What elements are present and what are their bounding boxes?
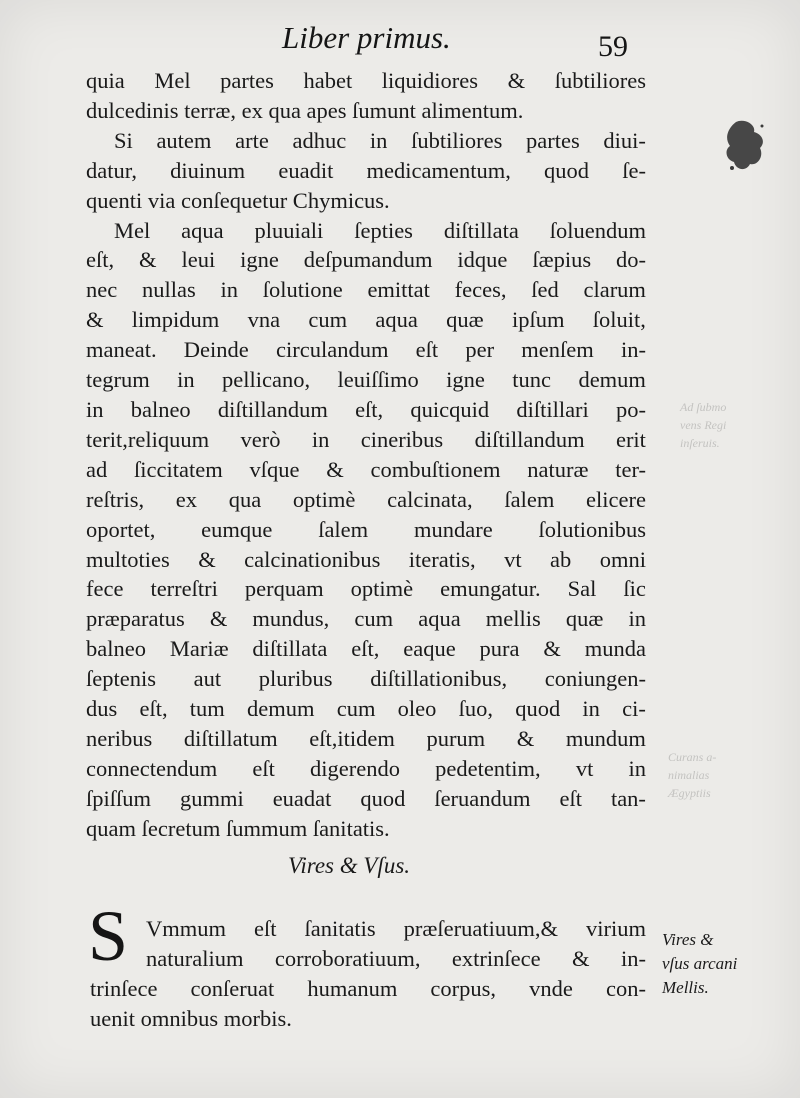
text-line: connectendum eſt digerendo pedetentim, vt in	[86, 755, 646, 781]
text-line: ſpiſſum gummi euadat quod ſeruandum eſt tan-	[86, 785, 646, 811]
text-line: neribus diſtillatum eſt,itidem purum & mundum	[86, 725, 646, 751]
marginal-note-line: Vires &	[662, 930, 714, 949]
text-line: naturalium corroboratiuum, extrinſece & in-	[146, 945, 646, 971]
running-head: Liber primus.	[282, 20, 451, 55]
text-line: nec nullas in ſolutione emittat feces, ſed clarum	[86, 277, 646, 303]
text-line: Mel aqua pluuiali ſepties diſtillata ſoluendum	[114, 217, 646, 243]
text-line: tegrum in pellicano, leuiſſimo igne tunc demum	[86, 367, 646, 393]
page-number: 59	[598, 30, 628, 63]
text-line: præparatus & mundus, cum aqua mellis quæ in	[86, 606, 646, 632]
marginal-note-line: Mellis.	[662, 978, 709, 997]
text-line: balneo Mariæ diſtillata eſt, eaque pura & munda	[86, 636, 646, 662]
text-line: ſeptenis aut pluribus diſtillationibus, coniungen-	[86, 666, 646, 692]
marginal-note-line: vſus arcani	[662, 954, 738, 973]
final-paragraph	[90, 914, 646, 1034]
text-line: uenit omnibus morbis.	[90, 1005, 292, 1031]
text-line: quia Mel partes habet liquidiores & ſubtiliores	[86, 68, 646, 93]
marginal-note	[662, 928, 794, 1000]
text-line: Vmmum eſt ſanitatis præſeruatiuum,& virium	[146, 916, 646, 941]
paragraph-3	[86, 216, 646, 844]
drop-cap: S	[88, 896, 129, 976]
text-line: maneat. Deinde circulandum eſt per menſem in-	[86, 337, 646, 363]
book-page: Liber primus. 59 Ad ſubmo vens Regi inſeruis. Curans a- nimalias Ægyptiis quia Mel partes habet liquidiores & ſubtiliores dulcedinis terræ, ex qua apes ſumunt alimentum. Si autem arte adhuc in ſubtiliores partes diui- datur, diuinum euadit medicamentum, quod ſe- quenti via conſequetur Chymicus. Mel aqua pluuiali ſepties diſtillata ſoluendum eſt, & leui igne deſpumandum idque ſæpius do- nec nullas in ſolutione emittat feces, ſed clarum & limpidum vna cum aqua quæ ipſum ſoluit, maneat. Deinde circulandum eſt per menſem in- tegrum in pellicano, leuiſſimo igne tunc demum in balneo diſtillandum eſt, quicquid diſtillari po- terit,reliquum verò in cineribus diſtillandum erit ad ſiccitatem vſque & combuſtionem naturæ ter- reſtris, ex qua optimè calcinata, ſalem elicere oportet, eumque ſalem mundare ſolutionibus multoties & calcinationibus iteratis, vt ab omni fece terreſtri perquam optimè emungatur. Sal ſic præparatus & mundus, cum aqua mellis quæ in balneo Mariæ diſtillata eſt, eaque pura & munda ſeptenis aut pluribus diſtillationibus, coniungen- dus eſt, tum demum cum oleo ſuo, quod in ci- neribus diſtillatum eſt,itidem purum & mundum connectendum eſt digerendo pedetentim, vt in ſpiſſum gummi euadat quod ſeruandum eſt tan- quam ſecretum ſummum ſanitatis. Vires & Vſus. S Vmmum eſt ſanitatis præſeruatiuum,& virium naturalium corroboratiuum, extrinſece & in- trinſece conſeruat humanum corpus, vnde con- uenit omnibus morbis. Vires & vſus arcani Mellis.	[0, 0, 800, 1098]
text-line: ad ſiccitatem vſque & combuſtionem naturæ ter-	[86, 456, 646, 482]
text-line: datur, diuinum euadit medicamentum, quod ſe-	[86, 157, 646, 183]
text-line: multoties & calcinationibus iteratis, vt ab omni	[86, 546, 646, 572]
paragraph-2	[86, 126, 646, 216]
paragraph-1	[86, 66, 646, 126]
text-line: quenti via conſequetur Chymicus.	[86, 187, 390, 213]
text-line: Si autem arte adhuc in ſubtiliores partes diui-	[114, 127, 646, 153]
text-line: in balneo diſtillandum eſt, quicquid diſtillari po-	[86, 396, 646, 422]
section-heading: Vires & Vſus.	[288, 853, 411, 878]
text-line: reſtris, ex qua optimè calcinata, ſalem elicere	[86, 486, 646, 512]
main-text	[86, 66, 646, 844]
text-line: trinſece conſeruat humanum corpus, vnde con-	[90, 975, 646, 1001]
text-line: fece terreſtri perquam optimè emungatur. Sal ſic	[86, 576, 646, 602]
text-line: terit,reliquum verò in cineribus diſtillandum erit	[86, 426, 646, 452]
text-line: dulcedinis terræ, ex qua apes ſumunt alimentum.	[86, 97, 524, 123]
text-line: oportet, eumque ſalem mundare ſolutionibus	[86, 516, 646, 542]
ink-stain	[722, 118, 768, 174]
text-line: quam ſecretum ſummum ſanitatis.	[86, 815, 390, 841]
text-line: dus eſt, tum demum cum oleo ſuo, quod in ci-	[86, 696, 646, 722]
text-line: & limpidum vna cum aqua quæ ipſum ſoluit,	[86, 307, 646, 333]
text-line: eſt, & leui igne deſpumandum idque ſæpius do-	[86, 247, 646, 273]
